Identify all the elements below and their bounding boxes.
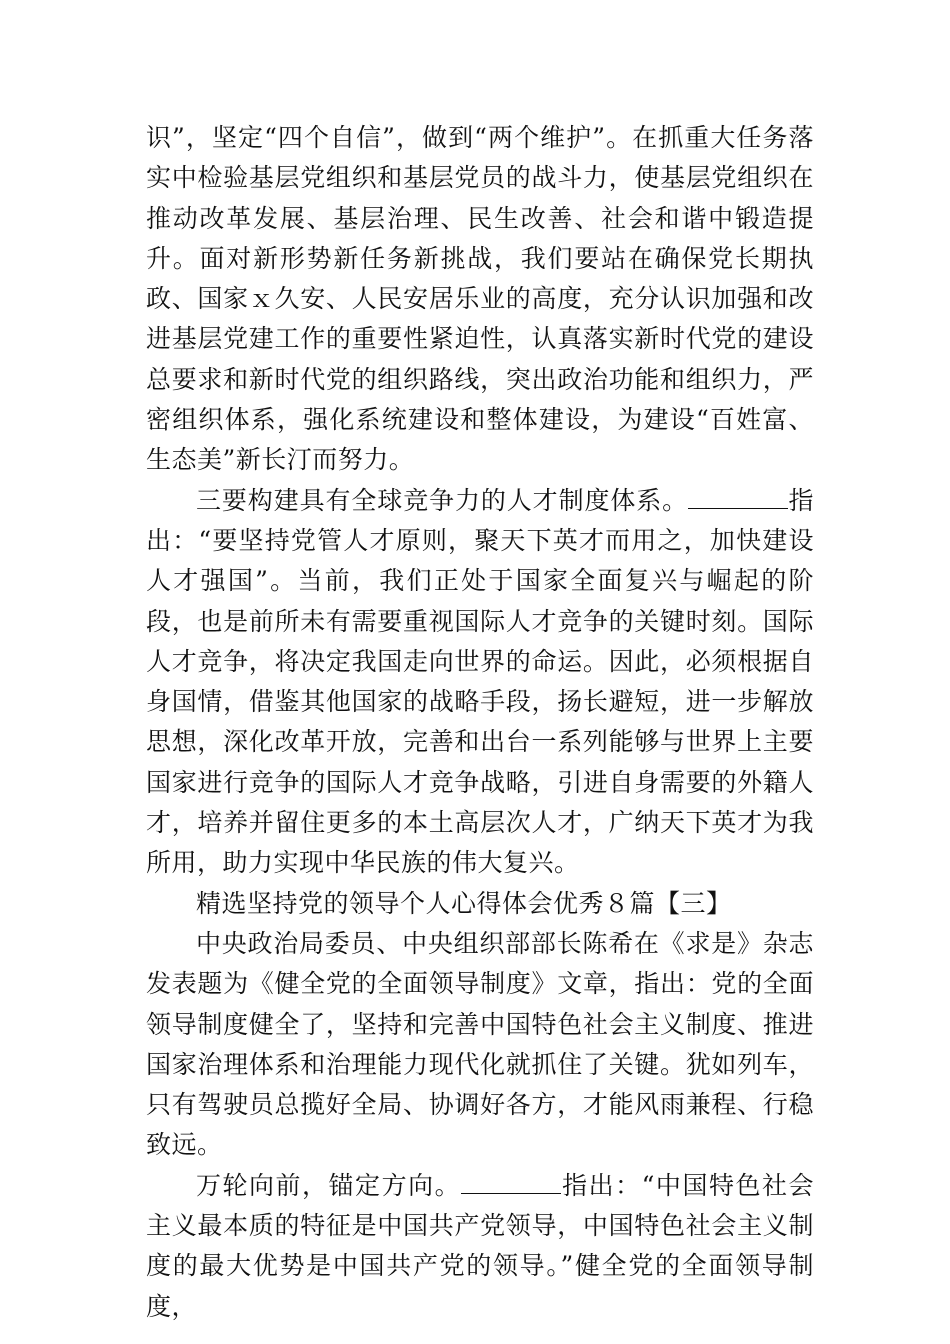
paragraph-1 <box>146 118 814 481</box>
paragraph-text: 三要构建具有全球竞争力的人才制度体系。 <box>196 485 689 515</box>
paragraph-text: 万轮向前，锚定方向。 <box>196 1170 462 1200</box>
section-heading <box>146 884 814 924</box>
document-body <box>146 118 814 1327</box>
paragraph-text: 指出：“要坚持党管人才原则，聚天下英才而用之，加快建设人才强国”。当前，我们正处于国家全面复兴与崛起的阶段，也是前所未有需要重视国际人才竞争的关键时刻。国际人才竞争，将决定我国走向世界的命运。因此，必须根据自身国情，借鉴其他国家的战略手段，扬长避短，进一步解放思想，深化改革开放，完善和出台一系列能够与世界上主要国家进行竞争的国际人才竞争战略，引进自身需要的外籍人才，培养并留住更多的本土高层次人才，广纳天下英才为我所用，助力实现中华民族的伟大复兴。 <box>146 485 814 878</box>
paragraph-4 <box>146 924 814 1166</box>
paragraph-text: 指出：“中国特色社会主义最本质的特征是中国共产党领导，中国特色社会主义制度的最大优势是中国共产党的领导。”健全党的全面领导制度， <box>146 1170 814 1321</box>
blank-underline <box>461 1171 561 1194</box>
heading-text: 精选坚持党的领导个人心得体会优秀８篇【三】 <box>196 888 732 918</box>
paragraph-2 <box>146 481 814 884</box>
paragraph-text: 中央政治局委员、中央组织部部长陈希在《求是》杂志发表题为《健全党的全面领导制度》文章，指出：党的全面领导制度健全了，坚持和完善中国特色社会主义制度、推进国家治理体系和治理能力现代化就抓住了关键。犹如列车，只有驾驶员总揽好全局、协调好各方，才能风雨兼程、行稳致远。 <box>146 928 814 1160</box>
paragraph-text: 识”，坚定“四个自信”，做到“两个维护”。在抓重大任务落实中检验基层党组织和基层党员的战斗力，使基层党组织在推动改革发展、基层治理、民生改善、社会和谐中锻造提升。面对新形势新任务新挑战，我们要站在确保党长期执政、国家ｘ久安、人民安居乐业的高度，充分认识加强和改进基层党建工作的重要性紧迫性，认真落实新时代党的建设总要求和新时代党的组织路线，突出政治功能和组织力，严密组织体系，强化系统建设和整体建设，为建设“百姓富、生态美”新长汀而努力。 <box>146 123 814 475</box>
paragraph-5 <box>146 1166 814 1327</box>
blank-underline <box>688 486 788 509</box>
